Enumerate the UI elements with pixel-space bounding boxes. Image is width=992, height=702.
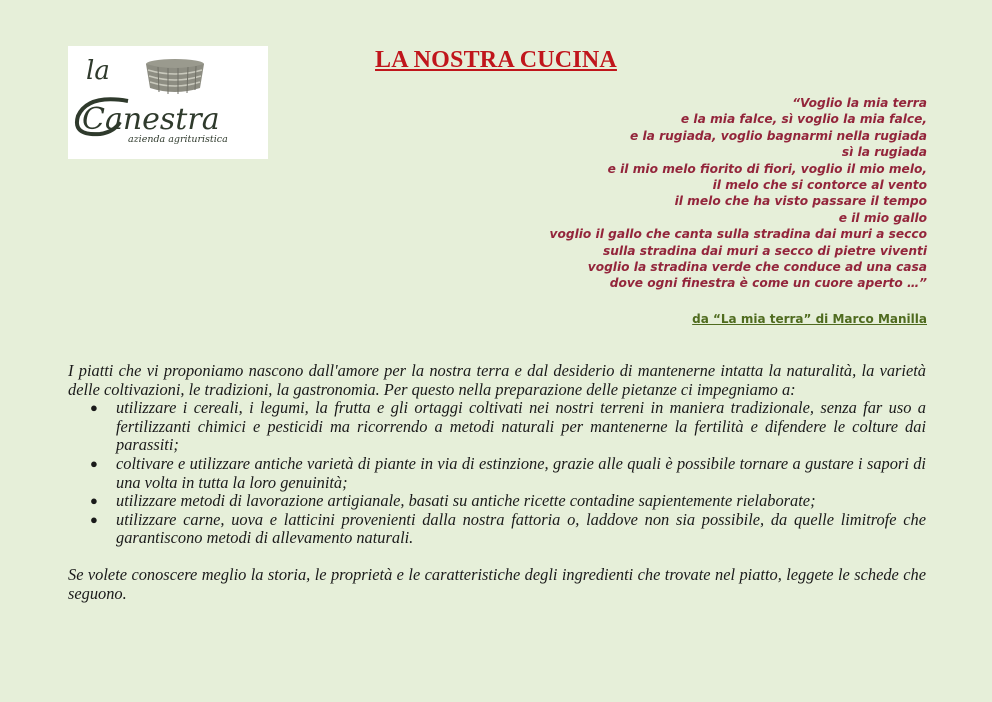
logo-word-canestra: Canestra bbox=[82, 102, 220, 137]
body-text bbox=[68, 362, 926, 603]
poem-line: e il mio melo fiorito di fiori, voglio il mio melo, bbox=[607, 161, 927, 176]
outro-paragraph: Se volete conoscere meglio la storia, le proprietà e le caratteristiche degli ingredienti che trovate nel piatto, leggete le schede che seguono. bbox=[68, 564, 926, 603]
intro-paragraph: I piatti che vi proponiamo nascono dall'amore per la nostra terra e dal desiderio di mantenerne intatta la naturalità, la varietà delle coltivazioni, le tradizioni, la gastronomia. Per questo nella preparazione delle pietanze ci impegniamo a: bbox=[68, 361, 926, 399]
logo-word-la: la bbox=[86, 56, 110, 86]
list-item bbox=[90, 398, 926, 455]
poem-line: e la rugiada, voglio bagnarmi nella rugiada bbox=[629, 128, 927, 143]
poem-attribution: da “La mia terra” di Marco Manilla bbox=[692, 312, 927, 326]
poem-line: “Voglio la mia terra bbox=[792, 96, 927, 110]
poem-line: il melo che si contorce al vento bbox=[712, 178, 927, 193]
list-item-text: utilizzare carne, uova e latticini provenienti dalla nostra fattoria o, laddove non sia possibile, da quelle limitrofe che garantiscono metodi di allevamento naturali. bbox=[116, 509, 926, 548]
poem-line: sì la rugiada bbox=[841, 145, 927, 160]
poem-line: e il mio gallo bbox=[838, 210, 927, 225]
poem-line: sulla stradina dai muri a secco di pietre viventi bbox=[602, 243, 927, 258]
list-item-text: coltivare e utilizzare antiche varietà di piante in via di estinzione, grazie alle quali è possibile tornare a gustare i sapori di una volta in tutta la loro genuinità; bbox=[116, 453, 926, 492]
bullet-dot-icon: ● bbox=[90, 511, 98, 527]
poem-line: il melo che ha visto passare il tempo bbox=[674, 194, 927, 209]
list-item bbox=[90, 453, 926, 492]
list-item-text: utilizzare metodi di lavorazione artigianale, basati su antiche ricette contadine sapientemente rielaborate; bbox=[116, 491, 816, 511]
poem-line: e la mia falce, sì voglio la mia falce, bbox=[680, 112, 927, 127]
page-title: LA NOSTRA CUCINA bbox=[375, 47, 617, 73]
bullet-dot-icon: ● bbox=[90, 400, 98, 416]
logo-subtitle: azienda agrituristica bbox=[128, 134, 228, 145]
commitments-list bbox=[68, 399, 926, 548]
list-item bbox=[90, 509, 926, 548]
bullet-dot-icon: ● bbox=[90, 493, 98, 509]
poem-line: voglio la stradina verde che conduce ad una casa bbox=[587, 260, 927, 275]
list-item bbox=[90, 491, 926, 511]
list-item-text: utilizzare i cereali, i legumi, la frutta e gli ortaggi coltivati nei nostri terreni in maniera tradizionale, senza far uso a fertilizzanti chimici e pesticidi ma ricorrendo a metodi naturali per mantenerne la fertilità e difendere le colture dai parassiti; bbox=[116, 398, 926, 455]
poem-line: dove ogni finestra è come un cuore aperto …” bbox=[609, 276, 927, 291]
bullet-dot-icon: ● bbox=[90, 455, 98, 471]
poem-quote bbox=[407, 95, 927, 292]
poem-line: voglio il gallo che canta sulla stradina dai muri a secco bbox=[549, 227, 927, 242]
